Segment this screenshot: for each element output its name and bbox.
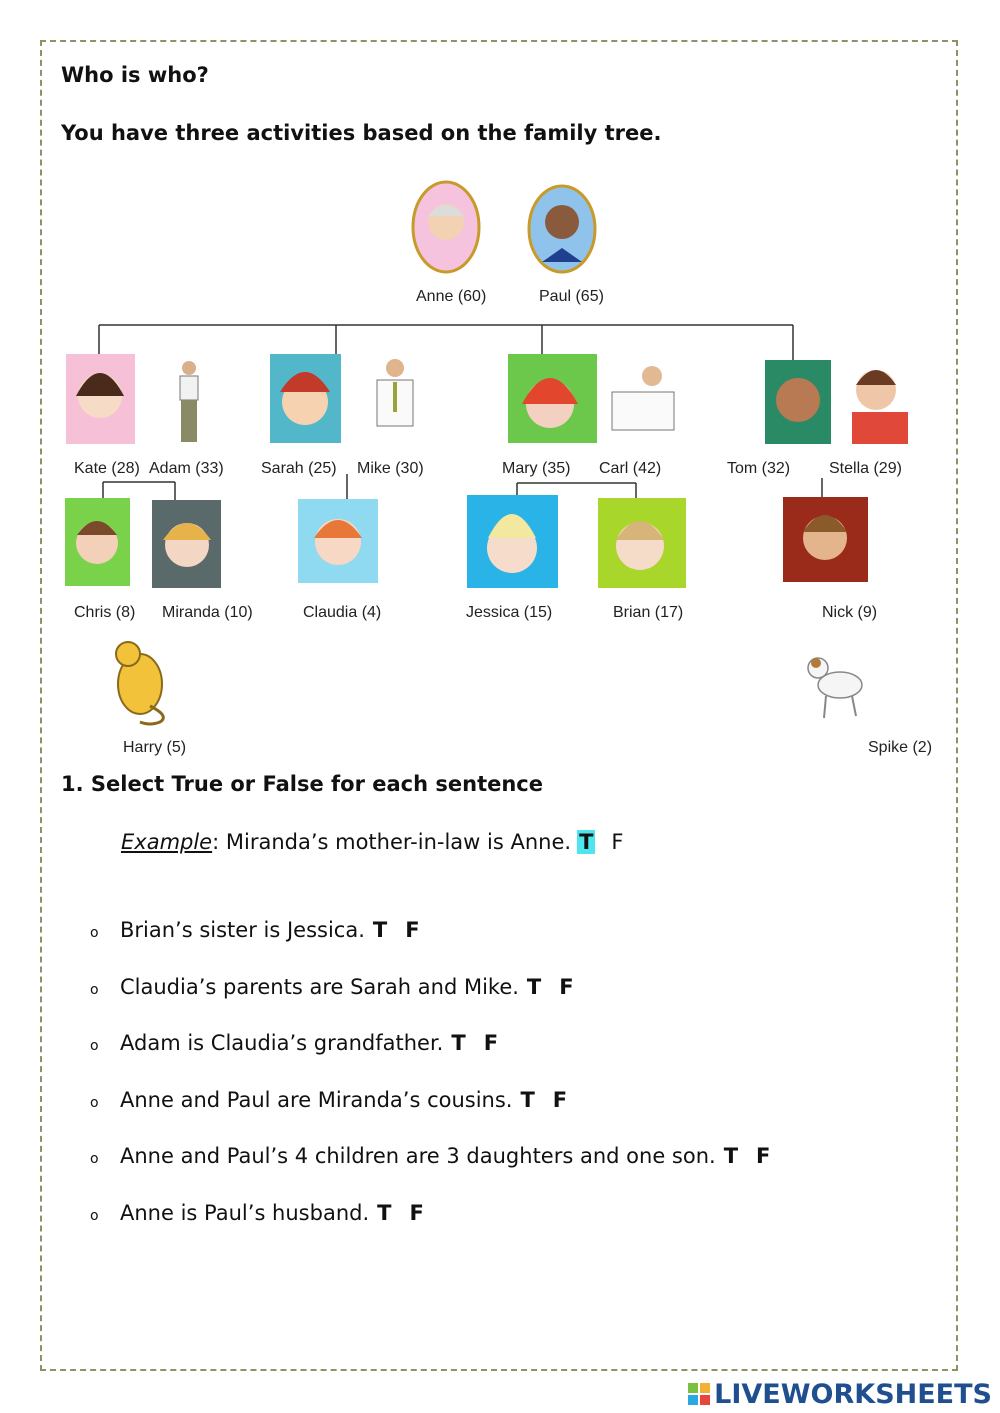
false-option[interactable]: F [405,918,420,942]
question-1 [90,915,420,945]
bullet-icon: o [90,1208,99,1224]
example-false: F [611,830,624,854]
name-tom: Tom (32) [727,460,791,477]
question-text: Anne and Paul’s 4 children are 3 daughters and one son. [120,1144,716,1168]
question-5 [90,1141,770,1171]
name-mary: Mary (35) [502,460,571,477]
portrait-mike [377,359,413,426]
brand-text: LIVEWORKSHEETS [714,1379,992,1410]
portrait-claudia [298,499,378,583]
name-stella: Stella (29) [829,460,902,477]
name-kate: Kate (28) [74,460,140,477]
question-text: Anne and Paul are Miranda’s cousins. [120,1088,513,1112]
example-sentence [121,830,623,854]
portrait-jessica [467,495,558,588]
false-option[interactable]: F [559,975,574,999]
true-option[interactable]: T [723,1144,739,1168]
true-option[interactable]: T [372,918,388,942]
question-text: Brian’s sister is Jessica. [120,918,365,942]
name-brian: Brian (17) [613,604,684,621]
name-adam: Adam (33) [149,460,224,477]
portrait-sarah [270,354,341,443]
false-option[interactable]: F [756,1144,771,1168]
question-3 [90,1028,498,1058]
question-text: Adam is Claudia’s grandfather. [120,1031,444,1055]
name-miranda: Miranda (10) [162,604,253,621]
name-spike: Spike (2) [868,739,933,756]
false-option[interactable]: F [552,1088,568,1112]
true-option[interactable]: T [377,1201,392,1225]
false-option[interactable]: F [409,1201,424,1225]
name-claudia: Claudia (4) [303,604,382,621]
cat-illustration [116,642,163,724]
question-text: Claudia’s parents are Sarah and Mike. [120,975,519,999]
name-carl: Carl (42) [599,460,662,477]
bullet-icon: o [90,925,99,941]
bullet-icon: o [90,1038,99,1054]
portrait-kate [66,354,135,444]
portrait-tom [765,360,831,444]
liveworksheets-logo [688,1379,992,1410]
question-text: Anne is Paul’s husband. [120,1201,370,1225]
brand-logo-icon [688,1383,710,1405]
portrait-chris [65,498,130,586]
name-harry: Harry (5) [123,739,187,756]
activity-heading: 1. Select True or False for each sentence [61,772,543,796]
example-text: : Miranda’s mother-in-law is Anne. [212,830,572,854]
example-true-selected: T [579,830,594,854]
portrait-stella [852,370,908,444]
portrait-miranda [152,500,221,588]
example-label: Example [121,830,213,854]
question-6 [90,1198,424,1228]
question-4 [90,1085,567,1115]
bullet-icon: o [90,1095,99,1111]
name-anne: Anne (60) [416,288,487,305]
bullet-icon: o [90,982,99,998]
portrait-nick [783,497,868,582]
true-option[interactable]: T [451,1031,466,1055]
name-mike: Mike (30) [357,460,424,477]
name-paul: Paul (65) [539,288,604,305]
question-2 [90,972,574,1002]
portrait-paul [529,186,595,272]
name-nick: Nick (9) [822,604,878,621]
name-sarah: Sarah (25) [261,460,337,477]
bullet-icon: o [90,1151,99,1167]
tree-connectors [99,325,822,515]
page-subtitle: You have three activities based on the family tree. [61,121,662,145]
true-option[interactable]: T [520,1088,535,1112]
portrait-mary [508,354,597,443]
page-title: Who is who? [61,63,209,87]
name-jessica: Jessica (15) [466,604,553,621]
dog-illustration [808,658,862,718]
false-option[interactable]: F [483,1031,499,1055]
true-option[interactable]: T [526,975,542,999]
portrait-adam [180,361,198,442]
portrait-anne [413,182,479,272]
name-chris: Chris (8) [74,604,136,621]
portrait-brian [598,498,686,588]
portrait-carl [612,366,674,430]
